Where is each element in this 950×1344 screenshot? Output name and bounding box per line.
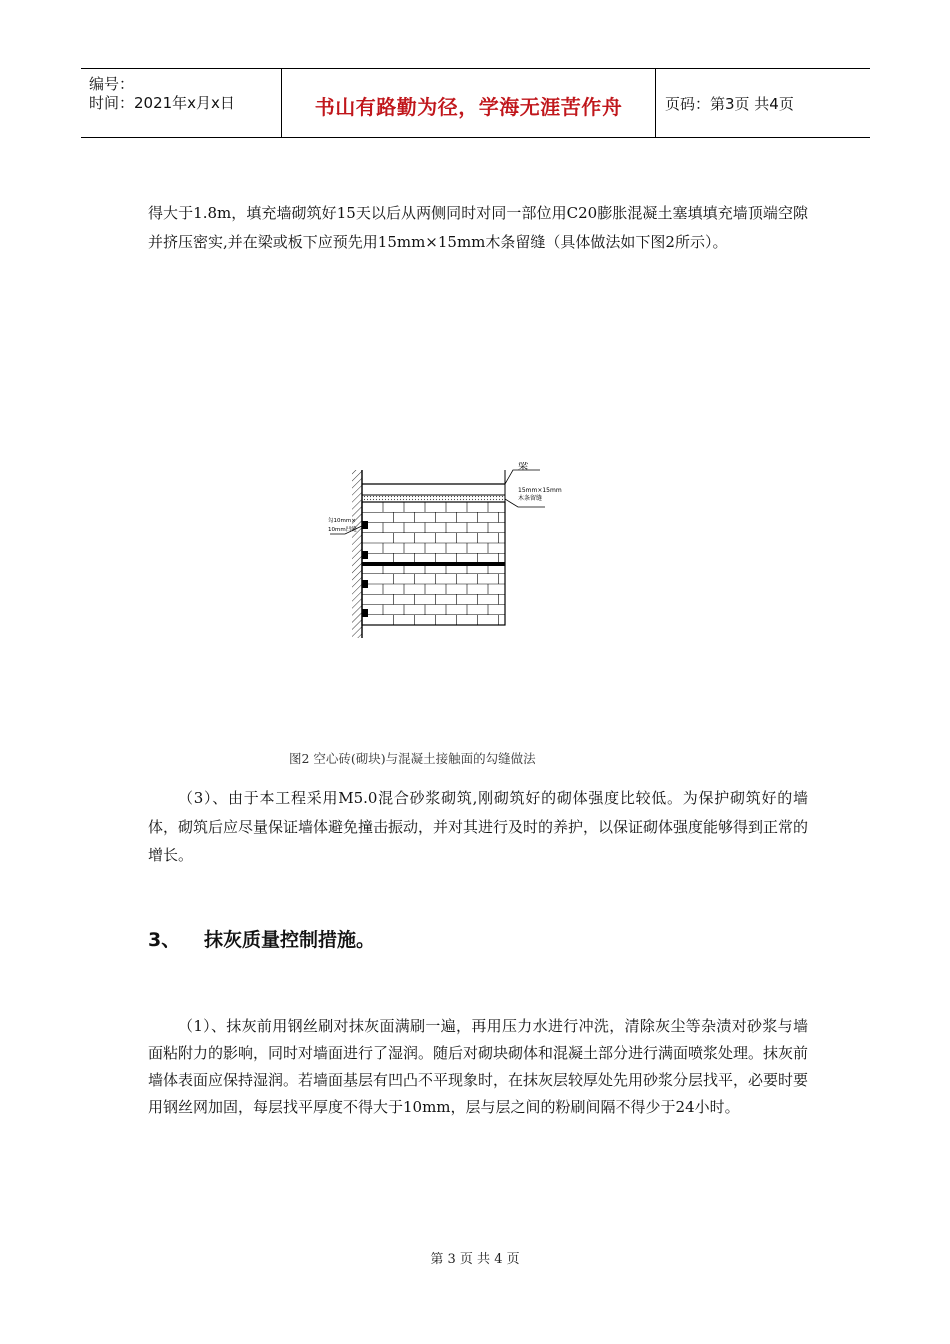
body-paragraph-1: 得大于1.8m，填充墙砌筑好15天以后从两侧同时对同一部位用C20膨胀混凝土塞填填充墙顶端空隙并挤压密实,并在梁或板下应预先用15mm×15mm木条留缝（具体做法如下图2所示）。 [148, 204, 808, 251]
concrete-column [352, 470, 362, 638]
header-meta-cell [81, 69, 281, 137]
document-header [81, 68, 870, 138]
header-number-label: 编号： [89, 75, 135, 93]
section-number: 3、 [148, 929, 181, 951]
header-page-label: 页码：第3页 共4页 [665, 95, 794, 113]
tie-bar [362, 562, 505, 566]
label-joint-name: 10mm凹缝 [328, 527, 357, 533]
section-title: 抹灰质量控制措施。 [204, 929, 376, 951]
header-motto: 书山有路勤为径，学海无涯苦作舟 [314, 95, 623, 119]
page-footer: 第 3 页 共 4 页 [430, 1252, 520, 1267]
body-paragraph-3: （1）、抹灰前用钢丝刷对抹灰面满刷一遍，再用压力水进行冲洗，清除灰尘等杂渍对砂浆与墙面粘附力的影响，同时对墙面进行了湿润。随后对砌块砌体和混凝土部分进行满面喷浆处理。抹灰前墙体表面应保持湿润。若墙面基层有凹凸不平现象时，在抹灰层较厚处先用砂浆分层找平，必要时要用钢丝网加固，每层找平厚度不得大于10mm，层与层之间的粉刷间隔不得少于24小时。 [148, 1017, 809, 1116]
label-strip-name: 木条留缝 [518, 495, 543, 502]
header-date-label: 时间：2021年x月x日 [89, 94, 235, 112]
body-paragraph-2: （3）、由于本工程采用M5.0混合砂浆砌筑,刚砌筑好的砌体强度比较低。为保护砌筑好的墙体，砌筑后应尽量保证墙体避免撞击振动，并对其进行及时的养护，以保证砌体强度能够得到正常的增长。 [148, 789, 809, 864]
section-heading [148, 925, 375, 952]
wood-strip-joint [362, 495, 505, 502]
figure-caption: 图2 空心砖(砌块)与混凝土接触面的勾缝做法 [289, 751, 536, 766]
header-motto-cell [281, 69, 656, 137]
header-page-cell [655, 69, 870, 137]
label-strip-size: 15mm×15mm [518, 487, 562, 494]
label-beam: 梁 [518, 462, 528, 472]
label-joint-size: 勾10mm× [328, 518, 356, 524]
figure-brick-wall-diagram [300, 462, 600, 652]
brick-wall-drawing [300, 462, 600, 652]
